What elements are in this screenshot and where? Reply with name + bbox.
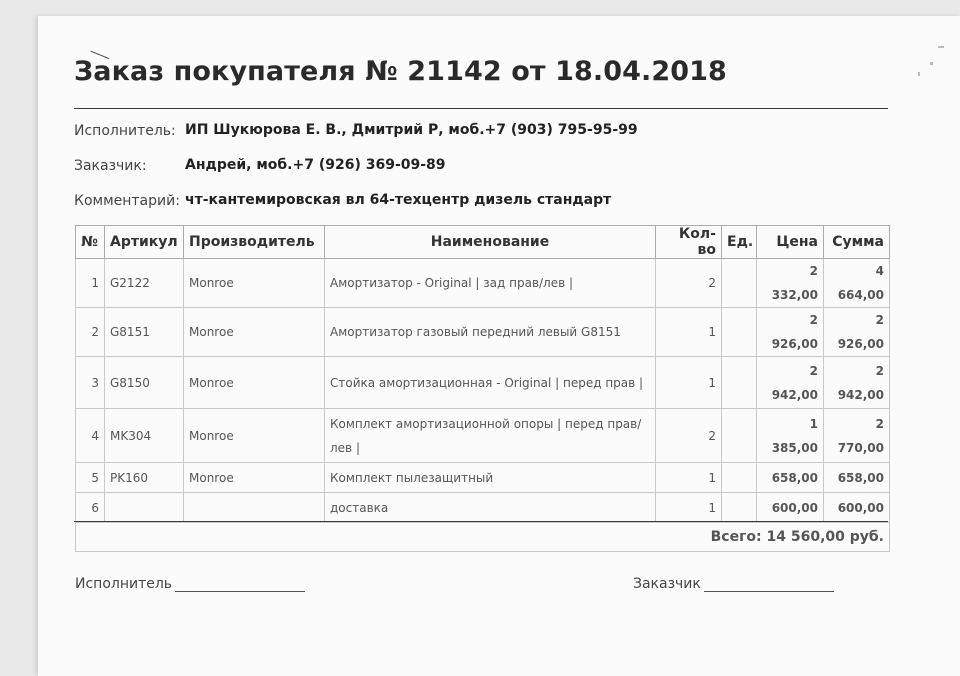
row-unit (722, 409, 757, 463)
scan-speck (918, 72, 920, 76)
row-qty: 2 (656, 259, 722, 308)
row-sum: 2 942,00 (824, 357, 890, 409)
row-price: 2 926,00 (757, 308, 824, 357)
row-name: Амортизатор - Original | зад прав/лев | (325, 259, 656, 308)
row-qty: 1 (656, 493, 722, 523)
executor-label: Исполнитель: (74, 123, 176, 139)
executor-signature-line (175, 577, 305, 592)
row-num: 6 (76, 493, 105, 523)
col-header-sum: Сумма (824, 226, 890, 259)
customer-value: Андрей, моб.+7 (926) 369-09-89 (185, 157, 446, 173)
row-article: MK304 (105, 409, 184, 463)
order-items-table (75, 225, 890, 552)
scan-speck (930, 62, 933, 65)
customer-label: Заказчик: (74, 158, 147, 174)
row-sum: 2 926,00 (824, 308, 890, 357)
row-num: 2 (76, 308, 105, 357)
customer-signature (633, 576, 834, 592)
table-bottom-divider (74, 521, 888, 522)
row-unit (722, 493, 757, 523)
table-row (76, 463, 890, 493)
comment-label: Комментарий: (74, 193, 180, 209)
row-sum: 658,00 (824, 463, 890, 493)
col-header-price: Цена (757, 226, 824, 259)
customer-signature-line (704, 577, 834, 592)
col-header-qty: Кол-во (656, 226, 722, 259)
row-qty: 1 (656, 308, 722, 357)
table-header-row (76, 226, 890, 259)
row-unit (722, 357, 757, 409)
row-sum: 2 770,00 (824, 409, 890, 463)
row-name: Стойка амортизационная - Original | перед прав | (325, 357, 656, 409)
customer-signature-label: Заказчик (633, 576, 701, 592)
title-divider (74, 108, 888, 109)
row-unit (722, 259, 757, 308)
row-maker: Monroe (184, 357, 325, 409)
table-row (76, 493, 890, 523)
row-qty: 1 (656, 463, 722, 493)
row-price: 600,00 (757, 493, 824, 523)
row-qty: 1 (656, 357, 722, 409)
executor-signature (75, 576, 305, 592)
row-article: G8150 (105, 357, 184, 409)
col-header-maker: Производитель (184, 226, 325, 259)
row-sum: 600,00 (824, 493, 890, 523)
row-num: 1 (76, 259, 105, 308)
row-price: 2 332,00 (757, 259, 824, 308)
row-sum: 4 664,00 (824, 259, 890, 308)
table-row (76, 409, 890, 463)
row-name: Комплект пылезащитный (325, 463, 656, 493)
table-row (76, 308, 890, 357)
row-article: G8151 (105, 308, 184, 357)
row-num: 3 (76, 357, 105, 409)
col-header-article: Артикул (105, 226, 184, 259)
table-row (76, 259, 890, 308)
row-maker: Monroe (184, 308, 325, 357)
row-price: 2 942,00 (757, 357, 824, 409)
col-header-num: № (76, 226, 105, 259)
row-unit (722, 308, 757, 357)
row-num: 4 (76, 409, 105, 463)
row-name: Комплект амортизационной опоры | перед прав/ лев | (325, 409, 656, 463)
row-maker: Monroe (184, 259, 325, 308)
row-price: 658,00 (757, 463, 824, 493)
row-qty: 2 (656, 409, 722, 463)
row-maker: Monroe (184, 463, 325, 493)
row-price: 1 385,00 (757, 409, 824, 463)
row-article: G2122 (105, 259, 184, 308)
order-total: Всего: 14 560,00 руб. (76, 523, 890, 552)
document-title: Заказ покупателя № 21142 от 18.04.2018 (74, 56, 727, 87)
table-row (76, 357, 890, 409)
scan-speck (938, 46, 944, 48)
row-name: доставка (325, 493, 656, 523)
executor-signature-label: Исполнитель (75, 576, 173, 592)
row-article: PK160 (105, 463, 184, 493)
executor-value: ИП Шукюрова Е. В., Дмитрий Р, моб.+7 (903) 795-95-99 (185, 122, 638, 138)
row-maker (184, 493, 325, 523)
row-num: 5 (76, 463, 105, 493)
col-header-name: Наименование (325, 226, 656, 259)
row-unit (722, 463, 757, 493)
total-row (76, 523, 890, 552)
row-article (105, 493, 184, 523)
row-name: Амортизатор газовый передний левый G8151 (325, 308, 656, 357)
col-header-unit: Ед. (722, 226, 757, 259)
row-maker: Monroe (184, 409, 325, 463)
comment-value: чт-кантемировская вл 64-техцентр дизель стандарт (185, 192, 612, 208)
